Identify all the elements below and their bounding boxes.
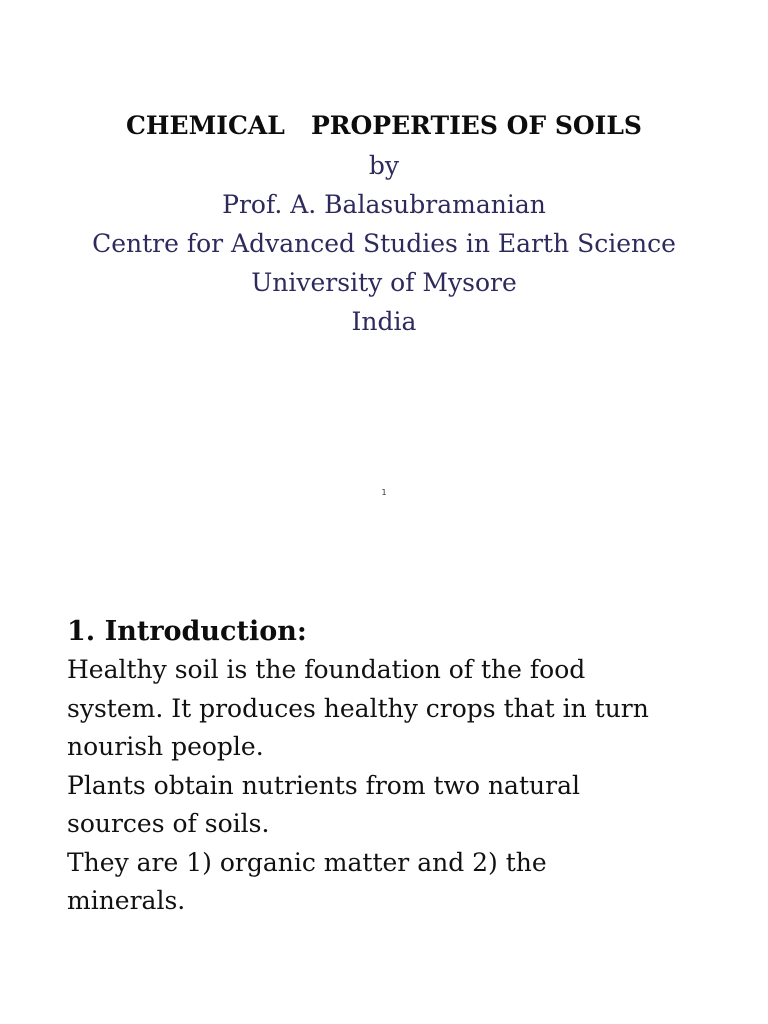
paragraph-line: They are 1) organic matter and 2) the [67, 847, 547, 877]
institution-name: Centre for Advanced Studies in Earth Science [92, 229, 676, 258]
introduction-paragraph [67, 651, 727, 921]
section-heading: 1. Introduction: [67, 616, 307, 647]
byline: by [368, 151, 400, 180]
paragraph-line: Healthy soil is the foundation of the food [67, 655, 586, 684]
country-name: India [351, 307, 417, 336]
university-name: University of Mysore [251, 268, 517, 297]
paragraph-line: sources of soils. [67, 809, 270, 838]
paragraph-line: system. It produces healthy crops that in turn [67, 693, 649, 723]
paragraph-line: minerals. [67, 886, 186, 915]
title-block [0, 106, 768, 341]
paragraph-line: nourish people. [67, 732, 264, 761]
introduction-slide [0, 512, 768, 1024]
document-title: CHEMICAL PROPERTIES OF SOILS [126, 111, 642, 140]
page-number: 1 [381, 488, 387, 497]
paragraph-line: Plants obtain nutrients from two natural [67, 770, 580, 800]
author-name: Prof. A. Balasubramanian [222, 190, 546, 219]
